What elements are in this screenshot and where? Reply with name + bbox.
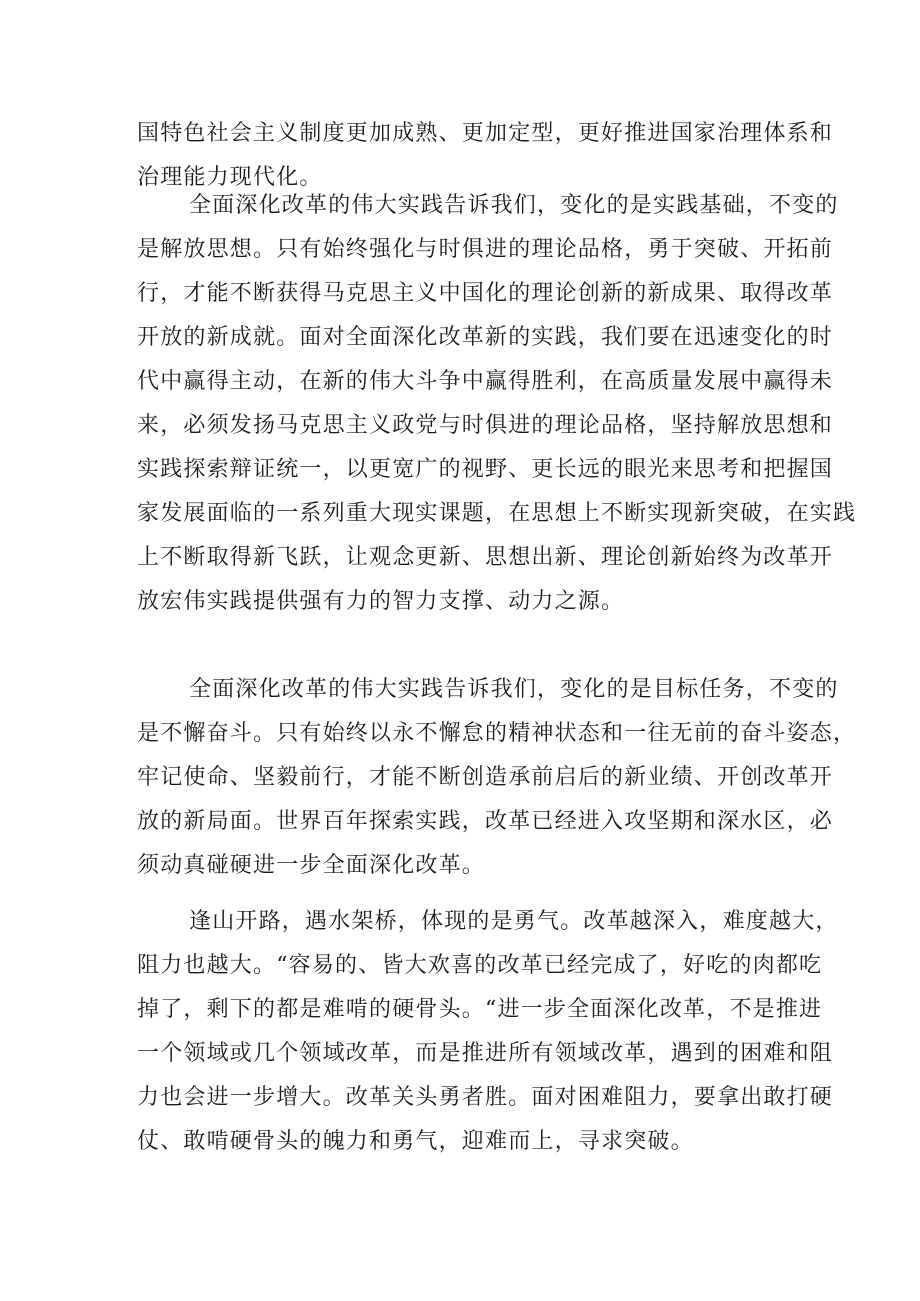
text-line: 治理能力现代化。 — [137, 165, 323, 190]
text-line: 仗、敢啃硬骨头的魄力和勇气，迎难而上，寻求突破。 — [137, 1129, 694, 1154]
paragraph-goal-tasks — [137, 668, 857, 888]
text-line: 逢山开路，遇水架桥，体现的是勇气。改革越深入，难度越大， — [189, 909, 839, 934]
text-line: 开放的新成就。面对全面深化改革新的实践，我们要在迅速变化的时 — [137, 325, 834, 350]
text-line: 是不懈奋斗。只有始终以永不懈怠的精神状态和一往无前的奋斗姿态， — [137, 721, 857, 746]
text-line: 放的新局面。世界百年探索实践，改革已经进入攻坚期和深水区，必 — [137, 809, 834, 834]
text-line: 是解放思想。只有始终强化与时俱进的理论品格，勇于突破、开拓前 — [137, 237, 834, 262]
text-line: 阻力也越大。“容易的、皆大欢喜的改革已经完成了，好吃的肉都吃 — [137, 953, 823, 978]
text-line: 全面深化改革的伟大实践告诉我们，变化的是实践基础，不变的 — [189, 193, 839, 218]
text-line: 须动真碰硬进一步全面深化改革。 — [137, 853, 486, 878]
text-line: 家发展面临的一系列重大现实课题，在思想上不断实现新突破，在实践 — [137, 501, 857, 526]
paragraph-courage — [137, 900, 839, 1164]
text-line: 牢记使命、坚毅前行，才能不断创造承前启后的新业绩、开创改革开 — [137, 765, 834, 790]
text-line: 一个领域或几个领域改革，而是推进所有领域改革，遇到的困难和阻 — [137, 1041, 834, 1066]
text-line: 放宏伟实践提供强有力的智力支撑、动力之源。 — [137, 589, 625, 614]
text-line: 来，必须发扬马克思主义政党与时俱进的理论品格，坚持解放思想和 — [137, 413, 834, 438]
text-line: 全面深化改革的伟大实践告诉我们，变化的是目标任务，不变的 — [189, 677, 839, 702]
text-line: 掉了，剩下的都是难啃的硬骨头。“进一步全面深化改革，不是推进 — [137, 997, 823, 1022]
text-line: 力也会进一步增大。改革关头勇者胜。面对困难阻力，要拿出敢打硬 — [137, 1085, 834, 1110]
text-line: 国特色社会主义制度更加成熟、更加定型，更好推进国家治理体系和 — [137, 121, 834, 146]
text-line: 行，才能不断获得马克思主义中国化的理论创新的新成果、取得改革 — [137, 281, 834, 306]
text-line: 实践探索辩证统一，以更宽广的视野、更长远的眼光来思考和把握国 — [137, 457, 834, 482]
text-line: 上不断取得新飞跃，让观念更新、思想出新、理论创新始终为改革开 — [137, 545, 834, 570]
text-line: 代中赢得主动，在新的伟大斗争中赢得胜利，在高质量发展中赢得未 — [137, 369, 834, 394]
paragraph-practice-basis — [137, 184, 857, 624]
